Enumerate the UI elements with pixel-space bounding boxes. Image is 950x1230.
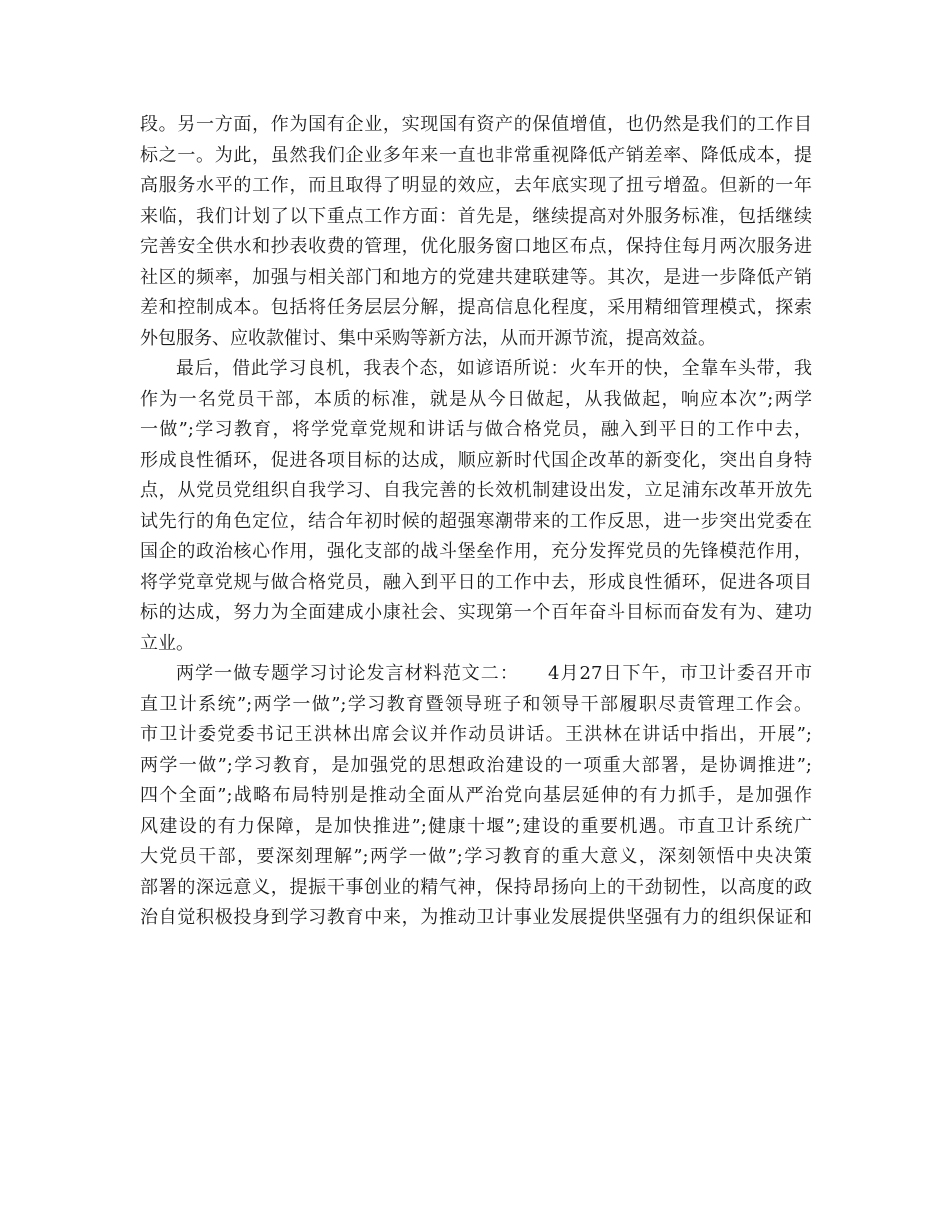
- text-line: 段。另一方面，作为国有企业，实现国有资产的保值增值，也仍然是我们的工作目: [140, 114, 812, 135]
- text-line: 点，从党员党组织自我学习、自我完善的长效机制建设出发，立足浦东改革开放先: [140, 480, 812, 501]
- paragraph-1: [140, 110, 812, 354]
- text-line: 一做”;学习教育，将学党章党规和讲话与做合格党员，融入到平日的工作中去，: [140, 419, 812, 440]
- text-line: 最后，借此学习良机，我表个态，如谚语所说：火车开的快，全靠车头带，我: [176, 358, 812, 379]
- paragraph-3: [140, 659, 812, 934]
- text-line: 治自觉积极投身到学习教育中来，为推动卫计事业发展提供坚强有力的组织保证和: [140, 907, 812, 928]
- text-line: 来临，我们计划了以下重点工作方面：首先是，继续提高对外服务标准，包括继续: [140, 205, 812, 227]
- document-body: [140, 110, 812, 934]
- text-line: 差和控制成本。包括将任务层层分解，提高信息化程度，采用精细管理模式，探索: [140, 297, 812, 318]
- text-line: 两学一做”;学习教育，是加强党的思想政治建设的一项重大部署，是协调推进”;: [140, 754, 812, 776]
- text-line: 四个全面”;战略布局特别是推动全面从严治党向基层延伸的有力抓手，是加强作: [140, 785, 812, 806]
- text-line: 试先行的角色定位，结合年初时候的超强寒潮带来的工作反思，进一步突出党委在: [140, 510, 812, 532]
- text-line: 完善安全供水和抄表收费的管理，优化服务窗口地区布点，保持住每月两次服务进: [140, 236, 812, 257]
- text-line: 两学一做专题学习讨论发言材料范文二： 4月27日下午，市卫计委召开市: [176, 663, 812, 684]
- paragraph-2: [140, 354, 812, 659]
- text-line: 外包服务、应收款催讨、集中采购等新方法，从而开源节流，提高效益。: [140, 327, 716, 349]
- text-line: 风建设的有力保障，是加快推进”;健康十堰”;建设的重要机遇。市直卫计系统广: [140, 815, 812, 837]
- text-line: 社区的频率，加强与相关部门和地方的党建共建联建等。其次，是进一步降低产销: [140, 266, 812, 288]
- text-line: 国企的政治核心作用，强化支部的战斗堡垒作用，充分发挥党员的先锋模范作用，: [140, 541, 812, 562]
- text-line: 直卫计系统”;两学一做”;学习教育暨领导班子和领导干部履职尽责管理工作会。: [140, 693, 812, 715]
- text-line: 标的达成，努力为全面建成小康社会、实现第一个百年奋斗目标而奋发有为、建功: [140, 602, 812, 623]
- text-line: 高服务水平的工作，而且取得了明显的效应，去年底实现了扭亏增盈。但新的一年: [140, 175, 812, 196]
- text-line: 作为一名党员干部，本质的标准，就是从今日做起，从我做起，响应本次”;两学: [140, 388, 812, 410]
- text-line: 立业。: [140, 632, 194, 654]
- text-line: 标之一。为此，虽然我们企业多年来一直也非常重视降低产销差率、降低成本，提: [140, 144, 812, 166]
- text-line: 大党员干部，要深刻理解”;两学一做”;学习教育的重大意义，深刻领悟中央决策: [140, 846, 812, 867]
- text-line: 形成良性循环，促进各项目标的达成，顺应新时代国企改革的新变化，突出自身特: [140, 449, 812, 471]
- text-line: 将学党章党规与做合格党员，融入到平日的工作中去，形成良性循环，促进各项目: [140, 571, 812, 593]
- text-line: 部署的深远意义，提振干事创业的精气神，保持昂扬向上的干劲韧性，以高度的政: [140, 876, 812, 898]
- text-line: 市卫计委党委书记王洪林出席会议并作动员讲话。王洪林在讲话中指出，开展”;: [140, 724, 812, 745]
